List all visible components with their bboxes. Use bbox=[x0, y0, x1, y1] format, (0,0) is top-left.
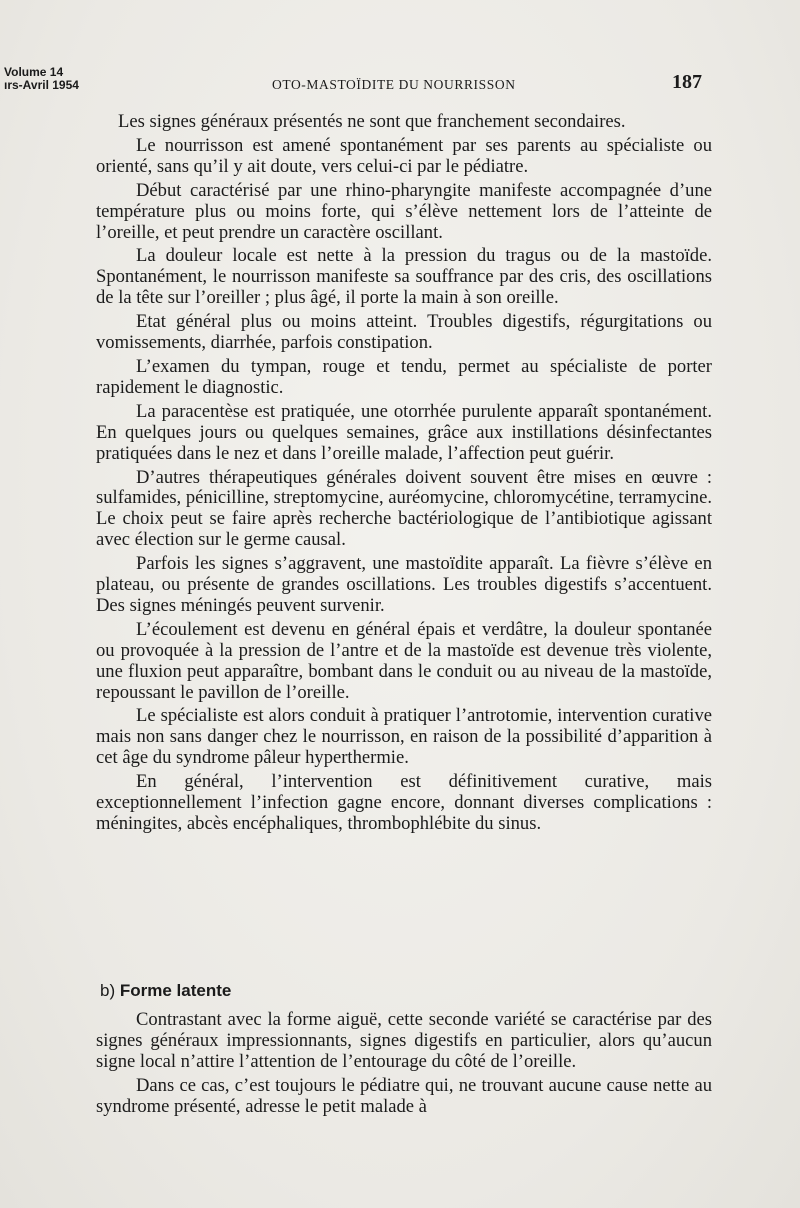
paragraph: Les signes généraux présentés ne sont que franchement secondaires. bbox=[118, 111, 626, 132]
section-title: Forme latente bbox=[119, 981, 232, 1000]
section-heading bbox=[100, 981, 231, 1001]
paragraph: La paracentèse est pratiquée, une otorrhée purulente apparaît spontanément. En quelques jours ou quelques semaines, grâce aux instillations désinfectantes pratiquées dans le nez et dans l’oreille malade, l’affection peut guérir. bbox=[96, 400, 712, 464]
header-date: ırs-Avril 1954 bbox=[4, 78, 79, 92]
paragraph: Début caractérisé par une rhino-pharyngite manifeste accompagnée d’une température plus ou moins forte, qui s’élève nettement lors de l’atteinte de l’oreille, et peut prendre un caractère oscillant. bbox=[96, 179, 712, 243]
section-letter: b) bbox=[100, 981, 116, 1000]
paragraph: Contrastant avec la forme aiguë, cette seconde variété se caractérise par des signes généraux impressionnants, signes digestifs en particulier, alors qu’aucun signe local n’attire l’attention de l’entourage du côté de l’oreille. bbox=[96, 1009, 712, 1072]
main-text-block bbox=[96, 112, 712, 835]
paragraph: Parfois les signes s’aggravent, une mastoïdite apparaît. La fièvre s’élève en plateau, ou présente de grandes oscillations. Les troubles digestifs s’accentuent. Des signes méningés peuvent survenir. bbox=[96, 553, 712, 616]
header-volume-block bbox=[4, 66, 79, 92]
paragraph: L’écoulement est devenu en général épais et verdâtre, la douleur spontanée ou provoquée à la pression de l’antre et de la mastoïde est devenue très violente, une fluxion peut apparaître, bombant dans le conduit ou au niveau de la mastoïde, repoussant le pavillon de l’oreille. bbox=[96, 618, 712, 703]
running-title: OTO-MASTOÏDITE DU NOURRISSON bbox=[272, 77, 516, 92]
paragraph: La douleur locale est nette à la pression du tragus ou de la mastoïde. Spontanément, le nourrisson manifeste sa souffrance par des cris, des oscillations de la tête sur l’oreiller ; plus âgé, il porte la main à son oreille. bbox=[96, 245, 712, 309]
section-text-block bbox=[96, 1010, 712, 1121]
paragraph: Le nourrisson est amené spontanément par ses parents au spécialiste ou orienté, sans qu’il y ait doute, vers celui-ci par le pédiatre. bbox=[96, 134, 712, 177]
paragraph: Dans ce cas, c’est toujours le pédiatre qui, ne trouvant aucune cause nette au syndrome présenté, adresse le petit malade à bbox=[96, 1074, 712, 1117]
paragraph: D’autres thérapeutiques générales doivent souvent être mises en œuvre : sulfamides, pénicilline, streptomycine, auréomycine, chloromycétine, terramycine. Le choix peut se faire après recherche bactériologique de l’antibiotique agissant avec élection sur le germe causal. bbox=[96, 466, 712, 551]
paragraph: L’examen du tympan, rouge et tendu, permet au spécialiste de porter rapidement le diagnostic. bbox=[96, 355, 712, 398]
paragraph: Le spécialiste est alors conduit à pratiquer l’antrotomie, intervention curative mais non sans danger chez le nourrisson, en raison de la possibilité d’apparition à cet âge du syndrome pâleur hyperthermie. bbox=[96, 705, 712, 769]
header-volume: Volume 14 bbox=[4, 65, 64, 79]
paragraph: En général, l’intervention est définitivement curative, mais exceptionnellement l’infection gagne encore, donnant diverses complications : méningites, abcès encéphaliques, thrombophlébite du sinus. bbox=[96, 771, 712, 834]
page-number: 187 bbox=[672, 71, 702, 93]
paragraph: Etat général plus ou moins atteint. Troubles digestifs, régurgitations ou vomissements, diarrhée, parfois constipation. bbox=[96, 311, 712, 354]
